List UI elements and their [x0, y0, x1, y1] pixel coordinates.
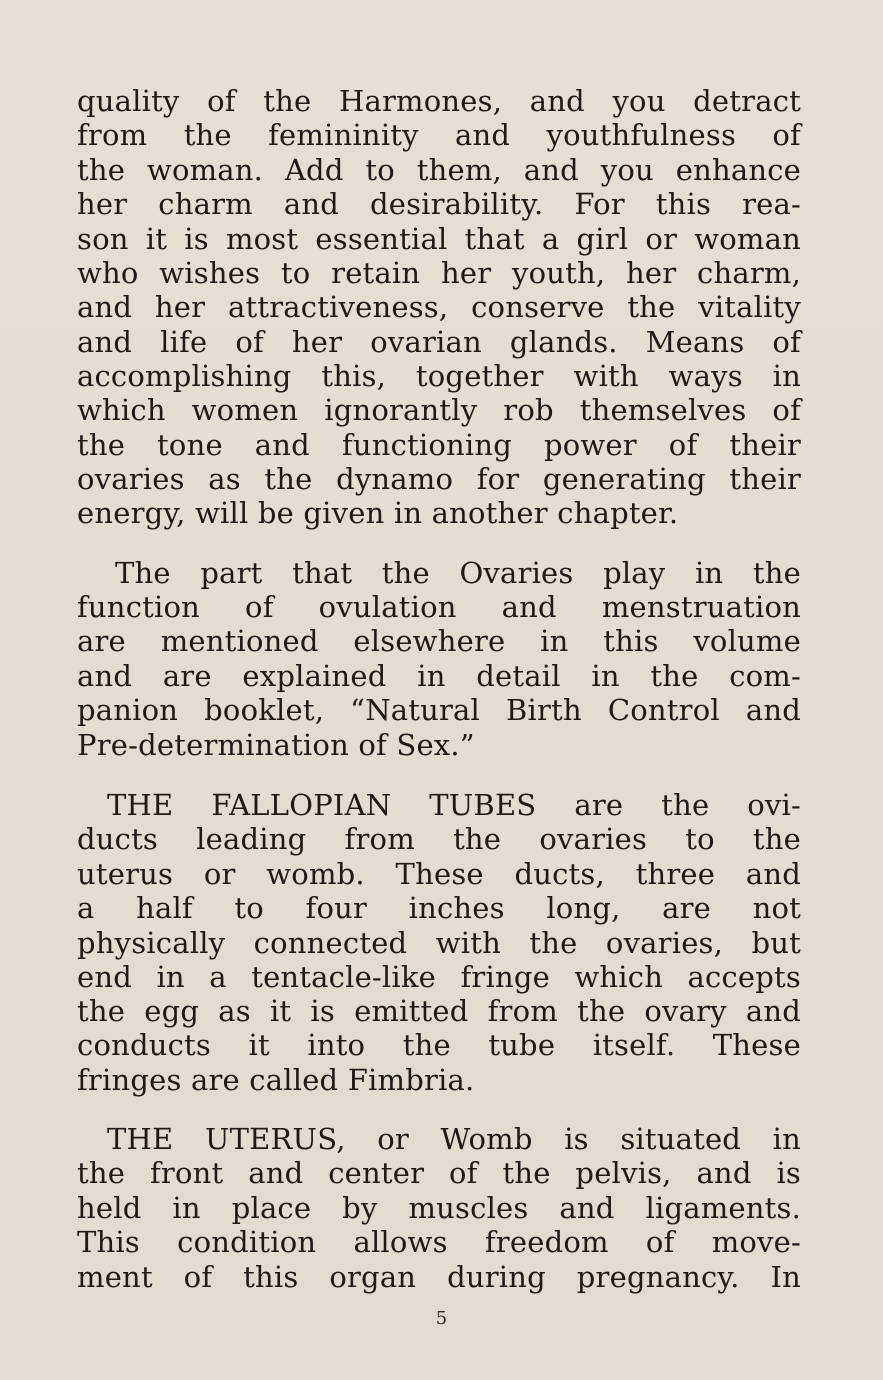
text-line: are mentioned elsewhere in this volume	[77, 624, 801, 658]
text-line: her charm and desirability. For this rea-	[77, 187, 801, 221]
text-line: ment of this organ during pregnancy. In	[77, 1260, 801, 1294]
text-line: the front and center of the pelvis, and is	[77, 1156, 801, 1190]
text-line: THE FALLOPIAN TUBES are the ovi-	[107, 788, 801, 822]
text-line: end in a tentacle-like fringe which accepts	[77, 960, 801, 994]
page-number: 5	[435, 1308, 448, 1329]
text-line: a half to four inches long, are not	[77, 891, 801, 925]
text-line: This condition allows freedom of move-	[77, 1225, 801, 1259]
text-line: which women ignorantly rob themselves of	[77, 393, 801, 427]
text-line: conducts it into the tube itself. These	[77, 1028, 801, 1062]
text-line: son it is most essential that a girl or woman	[77, 222, 801, 256]
text-line: ducts leading from the ovaries to the	[77, 822, 801, 856]
text-line: Pre-determination of Sex.”	[77, 728, 475, 762]
text-line: from the femininity and youthfulness of	[77, 118, 801, 152]
text-line: panion booklet, “Natural Birth Control and	[77, 693, 801, 727]
text-line: held in place by muscles and ligaments.	[77, 1191, 801, 1225]
text-line: accomplishing this, together with ways in	[77, 359, 801, 393]
text-line: and life of her ovarian glands. Means of	[77, 325, 801, 359]
text-line: the woman. Add to them, and you enhance	[77, 153, 801, 187]
text-line: ovaries as the dynamo for generating their	[77, 462, 801, 496]
text-line: THE UTERUS, or Womb is situated in	[107, 1122, 801, 1156]
text-line: The part that the Ovaries play in the	[115, 556, 801, 590]
text-line: energy, will be given in another chapter.	[77, 496, 679, 530]
text-line: the tone and functioning power of their	[77, 428, 801, 462]
text-line: and are explained in detail in the com-	[77, 659, 801, 693]
text-line: function of ovulation and menstruation	[77, 590, 801, 624]
text-line: and her attractiveness, conserve the vitality	[77, 290, 801, 324]
text-line: quality of the Harmones, and you detract	[77, 84, 801, 118]
text-line: uterus or womb. These ducts, three and	[77, 857, 801, 891]
text-line: who wishes to retain her youth, her charm,	[77, 256, 801, 290]
text-line: the egg as it is emitted from the ovary and	[77, 994, 801, 1028]
text-line: physically connected with the ovaries, but	[77, 926, 801, 960]
text-line: fringes are called Fimbria.	[77, 1063, 475, 1097]
